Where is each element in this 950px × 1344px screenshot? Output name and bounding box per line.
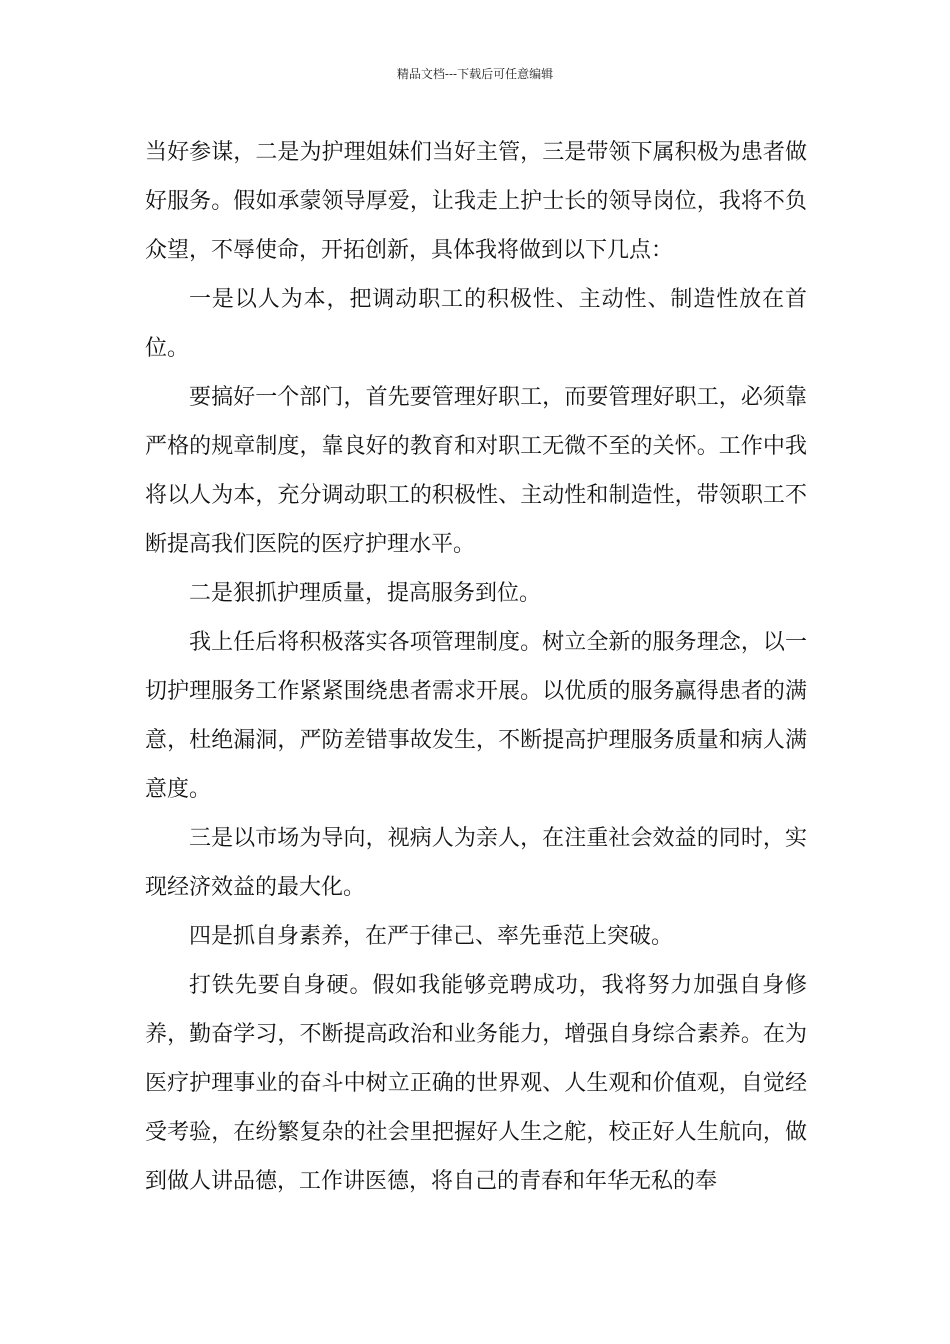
paragraph-5: 我上任后将积极落实各项管理制度。树立全新的服务理念，以一切护理服务工作紧紧围绕患者需求开展。以优质的服务赢得患者的满意，杜绝漏洞，严防差错事故发生，不断提高护理服务质量和病人满意度。 [145, 630, 807, 802]
document-body [145, 128, 807, 1206]
paragraph-2: 一是以人为本，把调动职工的积极性、主动性、制造性放在首位。 [145, 287, 807, 361]
paragraph-7: 四是抓自身素养，在严于律己、率先垂范上突破。 [189, 924, 674, 949]
paragraph-6: 三是以市场为导向，视病人为亲人，在注重社会效益的同时，实现经济效益的最大化。 [145, 826, 807, 900]
paragraph-8: 打铁先要自身硬。假如我能够竞聘成功，我将努力加强自身修养，勤奋学习，不断提高政治和业务能力，增强自身综合素养。在为医疗护理事业的奋斗中树立正确的世界观、人生观和价值观，自觉经受考验，在纷繁复杂的社会里把握好人生之舵，校正好人生航向，做到做人讲品德，工作讲医德，将自己的青春和年华无私的奉 [145, 973, 807, 1194]
paragraph-3: 要搞好一个部门，首先要管理好职工，而要管理好职工，必须靠严格的规章制度，靠良好的教育和对职工无微不至的关怀。工作中我将以人为本，充分调动职工的积极性、主动性和制造性，带领职工不断提高我们医院的医疗护理水平。 [145, 385, 807, 557]
page-header: 精品文档---下载后可任意编辑 [396, 67, 554, 81]
paragraph-4: 二是狠抓护理质量，提高服务到位。 [189, 581, 542, 606]
paragraph-1: 当好参谋，二是为护理姐妹们当好主管，三是带领下属积极为患者做好服务。假如承蒙领导厚爱，让我走上护士长的领导岗位，我将不负众望，不辱使命，开拓创新，具体我将做到以下几点： [145, 140, 807, 263]
